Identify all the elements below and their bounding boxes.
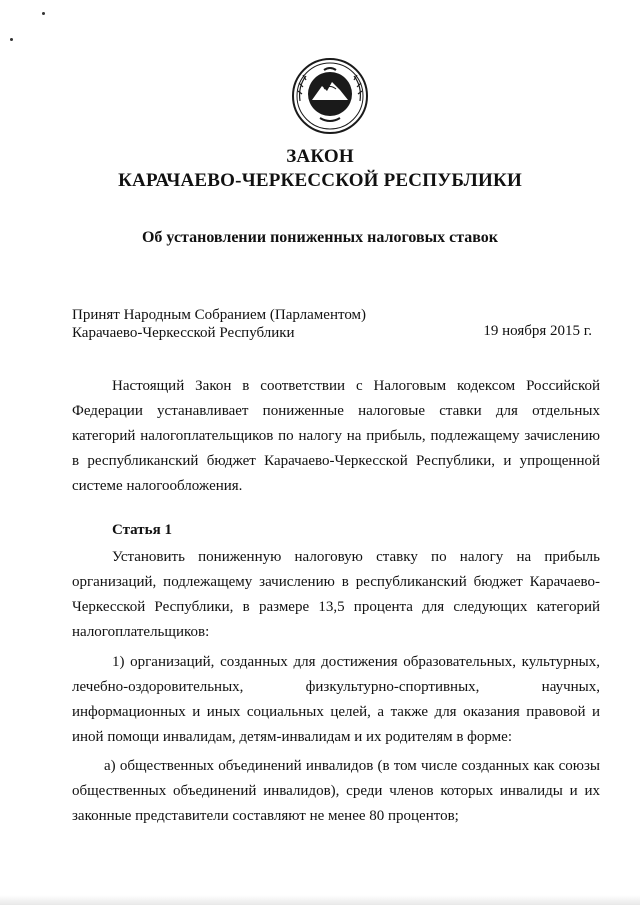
article-heading: Статья 1 <box>112 522 172 538</box>
law-subtitle: Об установлении пониженных налоговых ставок <box>141 229 498 246</box>
article-intro-paragraph: Установить пониженную налоговую ставку по налогу на прибыль организаций, подлежащему зачислению в республиканский бюджет Карачаево-Черкесской Республики, в размере 13,5 процента для следующих категорий налогоплательщиков: <box>72 549 600 640</box>
article-item-1: 1) организаций, созданных для достижения образовательных, культурных, лечебно-оздоровительных, физкультурно-спортивных, научных, информационных и иных социальных целей, а также для оказания правовой и иной помощи инвалидам, детям-инвалидам и их родителям в форме: <box>72 654 600 745</box>
scan-edge <box>0 895 640 905</box>
republic-title: КАРАЧАЕВО-ЧЕРКЕССКОЙ РЕСПУБЛИКИ <box>118 170 522 191</box>
law-title: ЗАКОН <box>286 146 354 167</box>
scan-dot <box>10 38 13 41</box>
adoption-line-1: Принят Народным Собранием (Парламентом) <box>72 307 367 323</box>
article-item-1a: а) общественных объединений инвалидов (в том числе созданных как союзы общественных объединений инвалидов), среди членов которых инвалиды и их законные представители составляют не менее 80 процентов; <box>72 758 600 824</box>
preamble-paragraph: Настоящий Закон в соответствии с Налоговым кодексом Российской Федерации устанавливает пониженные налоговые ставки для отдельных категорий налогоплательщиков по налогу на прибыль, подлежащему зачислению в республиканский бюджет Карачаево-Черкесской Республики, и упрощенной системе налогообложения. <box>72 378 600 494</box>
coat-of-arms-icon <box>290 56 370 136</box>
adoption-line-2: Карачаево-Черкесской Республики <box>72 325 295 341</box>
adoption-date: 19 ноября 2015 г. <box>483 323 592 339</box>
scan-dot <box>42 12 45 15</box>
